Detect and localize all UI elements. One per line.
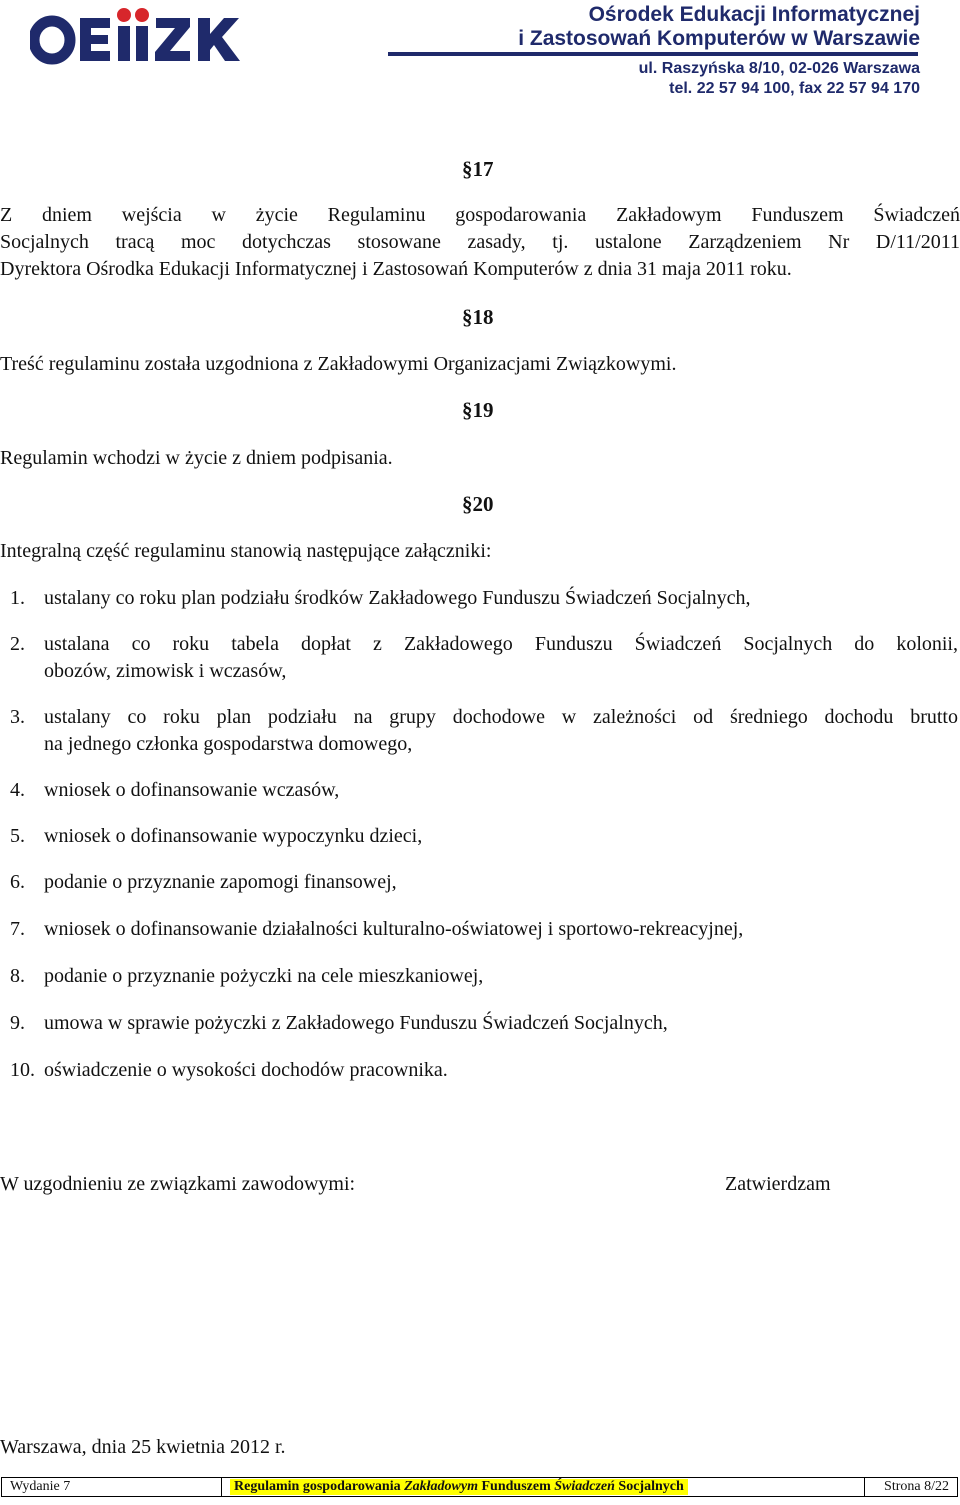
attachment-item — [0, 963, 960, 990]
attachment-item — [0, 869, 960, 896]
attachment-number: 9. — [10, 1012, 25, 1034]
attachment-item — [0, 823, 960, 850]
section-18-heading: §18 — [462, 305, 494, 329]
attachment-item — [0, 585, 960, 612]
attachment-number: 7. — [10, 918, 25, 940]
attachments-list — [0, 585, 960, 1084]
attachment-item — [0, 916, 960, 943]
footer-title-part: Zakładowym — [404, 1479, 478, 1494]
institution-phone: tel. 22 57 94 100, fax 22 57 94 170 — [669, 80, 920, 97]
attachment-item — [0, 631, 960, 685]
attachment-number: 8. — [10, 965, 25, 987]
attachment-item — [0, 1057, 960, 1084]
section-20-heading: §20 — [462, 492, 494, 516]
footer-divider — [864, 1478, 865, 1496]
attachment-text: ustalana co roku tabela dopłat z Zakładowego Funduszu Świadczeń Socjalnych do kolonii, — [44, 633, 958, 655]
footer-document-title — [230, 1479, 688, 1495]
section-19-heading: §19 — [462, 398, 494, 422]
attachment-number: 3. — [10, 706, 25, 728]
institution-name-line2: i Zastosowań Komputerów w Warszawie — [518, 27, 920, 50]
attachment-text: podanie o przyznanie zapomogi finansowej, — [44, 871, 397, 893]
footer-divider — [221, 1478, 222, 1496]
footer-title-part: Funduszem — [478, 1479, 555, 1494]
section-17-line: Dyrektora Ośrodka Edukacji Informatycznej i Zastosowań Komputerów z dnia 31 maja 2011 roku. — [0, 258, 792, 280]
attachment-number: 5. — [10, 825, 25, 847]
header-divider — [388, 52, 918, 56]
section-17-line: Z dniem wejścia w życie Regulaminu gospodarowania Zakładowym Funduszem Świadczeń — [0, 204, 960, 226]
institution-name-line1: Ośrodek Edukacji Informatycznej — [588, 3, 920, 26]
attachment-text: ustalany co roku plan podziału środków Zakładowego Funduszu Świadczeń Socjalnych, — [44, 587, 751, 609]
footer-title-part: Regulamin gospodarowania — [234, 1479, 405, 1494]
page-footer — [1, 1477, 958, 1497]
attachment-text: podanie o przyznanie pożyczki na cele mieszkaniowej, — [44, 965, 484, 987]
attachment-text-continued: na jednego członka gospodarstwa domowego, — [44, 733, 413, 755]
attachment-text: wniosek o dofinansowanie działalności kulturalno-oświatowej i sportowo-rekreacyjnej, — [44, 918, 744, 940]
attachment-item — [0, 1010, 960, 1037]
attachment-number: 2. — [10, 633, 25, 655]
section-17-heading: §17 — [462, 157, 494, 181]
attachment-text: umowa w sprawie pożyczki z Zakładowego Funduszu Świadczeń Socjalnych, — [44, 1012, 668, 1034]
section-20-intro: Integralną część regulaminu stanowią następujące załączniki: — [0, 540, 492, 562]
section-19-text: Regulamin wchodzi w życie z dniem podpisania. — [0, 447, 393, 469]
attachment-text: wniosek o dofinansowanie wczasów, — [44, 779, 340, 801]
section-18-text: Treść regulaminu została uzgodniona z Zakładowymi Organizacjami Związkowymi. — [0, 353, 677, 375]
footer-title-part: Socjalnych — [614, 1479, 684, 1494]
approval-label: Zatwierdzam — [725, 1173, 831, 1195]
attachment-item — [0, 777, 960, 804]
footer-edition: Wydanie 7 — [10, 1479, 71, 1494]
attachment-text: ustalany co roku plan podziału na grupy dochodowe w zależności od średniego dochodu brutto — [44, 706, 958, 728]
attachment-number: 4. — [10, 779, 25, 801]
footer-title-part: Świadczeń — [554, 1479, 615, 1494]
institution-address: ul. Raszyńska 8/10, 02-026 Warszawa — [638, 60, 920, 77]
attachment-text: wniosek o dofinansowanie wypoczynku dzieci, — [44, 825, 423, 847]
attachment-text: oświadczenie o wysokości dochodów pracownika. — [44, 1059, 448, 1081]
oeiizk-logo — [30, 4, 270, 66]
place-and-date: Warszawa, dnia 25 kwietnia 2012 r. — [0, 1436, 286, 1458]
attachment-number: 1. — [10, 587, 25, 609]
section-17-text — [0, 202, 960, 283]
attachment-number: 6. — [10, 871, 25, 893]
section-17-line: Socjalnych tracą moc dotychczas stosowane zasady, tj. ustalone Zarządzeniem Nr D/11/2011 — [0, 231, 960, 253]
union-agreement-label: W uzgodnieniu ze związkami zawodowymi: — [0, 1173, 356, 1195]
footer-page-number: Strona 8/22 — [884, 1479, 949, 1494]
attachment-number: 10. — [10, 1059, 35, 1081]
attachment-item — [0, 704, 960, 758]
attachment-text-continued: obozów, zimowisk i wczasów, — [44, 660, 287, 682]
